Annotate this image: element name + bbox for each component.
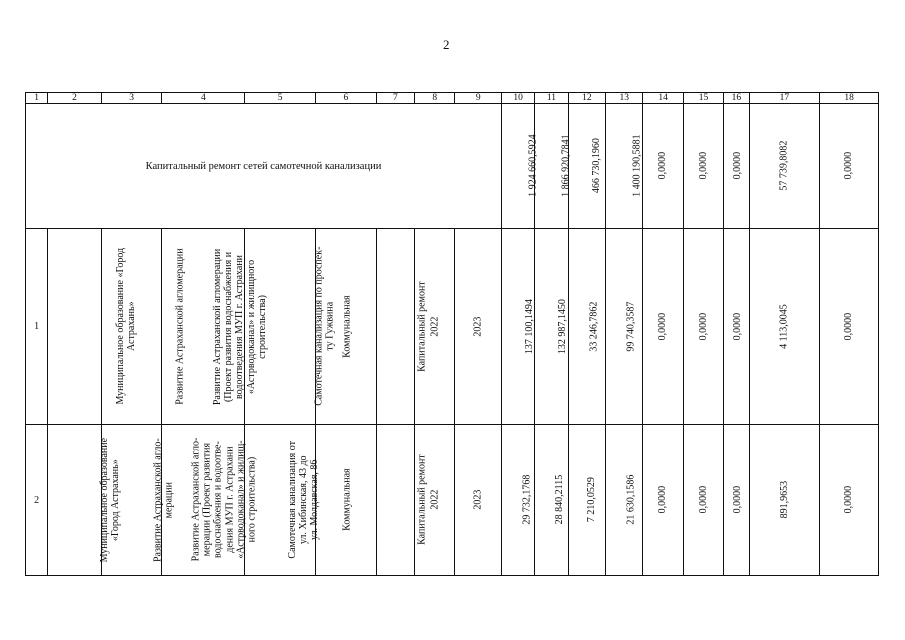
summary-row <box>26 104 879 229</box>
value-text: 7 210,0529 <box>585 477 597 523</box>
row-number-text: 2 <box>34 494 40 506</box>
col-number: 3 <box>101 93 162 104</box>
value-cell <box>568 425 605 576</box>
col-number: 18 <box>820 93 879 104</box>
col-number: 14 <box>643 93 683 104</box>
table-row <box>26 229 879 425</box>
value-cell <box>501 425 534 576</box>
col-number: 9 <box>455 93 501 104</box>
object-text: Самотечная канализация по проспек- ту Гужвина <box>313 246 336 407</box>
value-cell <box>535 425 568 576</box>
value-cell <box>606 229 643 425</box>
type-text: Коммунальная <box>341 468 353 532</box>
value-cell <box>501 229 534 425</box>
value-text: 33 246,7862 <box>588 301 600 352</box>
value-text: 891,9653 <box>778 481 790 519</box>
value-text: 0,0000 <box>732 152 744 180</box>
value-cell <box>568 229 605 425</box>
municipality-text: Муниципальное образование «Город Астрахань» <box>99 437 122 563</box>
value-cell <box>683 104 723 229</box>
value-text: 0,0000 <box>732 312 744 341</box>
col-number: 12 <box>568 93 605 104</box>
value-text: 29 732,1768 <box>521 475 533 525</box>
value-text: 0,0000 <box>697 312 709 341</box>
year-start-text: 2022 <box>429 316 441 337</box>
year-end-text: 2023 <box>472 316 484 337</box>
value-text: 99 740,3587 <box>625 301 637 352</box>
value-text: 28 840,2115 <box>554 475 566 525</box>
value-text: 0,0000 <box>657 486 669 514</box>
value-cell <box>724 425 749 576</box>
value-text: 0,0000 <box>657 152 669 180</box>
value-text: 0,0000 <box>843 312 855 341</box>
col-number: 15 <box>683 93 723 104</box>
col-number: 1 <box>26 93 48 104</box>
value-cell <box>535 104 572 229</box>
col-number: 5 <box>245 93 316 104</box>
value-cell <box>683 425 723 576</box>
value-cell <box>606 425 643 576</box>
object-text: Самотечная канализация от ул. Хибинская, 43 до ул. Молдавская, 86 <box>287 441 321 559</box>
value-cell <box>749 425 820 576</box>
municipality-cell <box>48 425 122 576</box>
value-cell <box>643 229 683 425</box>
value-cell <box>568 104 605 229</box>
value-text: 0,0000 <box>843 152 855 180</box>
year-end-cell <box>455 425 501 576</box>
year-start-text: 2022 <box>429 490 441 510</box>
work-text: Капитальный ремонт <box>416 281 428 372</box>
year-end-cell <box>455 229 501 425</box>
value-cell <box>724 229 749 425</box>
value-text: 57 739,8082 <box>778 141 790 191</box>
value-text: 0,0000 <box>843 486 855 514</box>
capital-repair-table <box>25 92 879 576</box>
work-text: Капитальный ремонт <box>416 454 428 546</box>
work-cell <box>376 229 428 425</box>
col-number: 17 <box>749 93 820 104</box>
value-text: 1 400 190,5881 <box>631 134 643 198</box>
row-number <box>26 229 48 425</box>
project-text: Развитие Астраханской агломерации (Проект развития водоснабжения и водоотведения МУП г. Астрахани «Астрводоканал» и жилищного строительства) <box>212 248 269 405</box>
value-text: 0,0000 <box>697 152 709 180</box>
value-cell <box>535 229 568 425</box>
value-cell <box>749 229 820 425</box>
col-number: 10 <box>501 93 534 104</box>
summary-label: Капитальный ремонт сетей самотечной канализации <box>145 160 382 172</box>
value-cell <box>606 104 643 229</box>
program-text: Развитие Астраханской агло- мерации <box>152 438 175 562</box>
value-cell <box>820 104 879 229</box>
col-number: 8 <box>415 93 455 104</box>
type-text: Коммунальная <box>341 295 353 358</box>
municipality-cell <box>48 229 138 425</box>
col-number: 2 <box>48 93 102 104</box>
value-cell <box>643 104 683 229</box>
col-number: 13 <box>606 93 643 104</box>
page-number: 2 <box>443 37 450 52</box>
value-text: 21 630,1586 <box>625 475 637 525</box>
col-number: 6 <box>316 93 377 104</box>
value-text: 132 987,1450 <box>557 299 569 354</box>
value-cell <box>724 104 749 229</box>
year-end-text: 2023 <box>472 490 484 510</box>
col-number: 4 <box>162 93 245 104</box>
table-row <box>26 425 879 576</box>
value-cell <box>820 425 879 576</box>
value-text: 0,0000 <box>697 486 709 514</box>
value-text: 0,0000 <box>732 486 744 514</box>
project-text: Развитие Астраханской агло- мерации (Проект развития водоснабжения и водоотве- дения МУП г. Астрахани «Астрводоканал» и жилищ- ного строительства) <box>190 438 258 562</box>
row-number-text: 1 <box>34 321 40 332</box>
value-text: 137 100,1494 <box>523 299 535 354</box>
value-text: 1 924 660,5924 <box>527 134 539 198</box>
value-text: 0,0000 <box>657 312 669 341</box>
col-number: 7 <box>376 93 414 104</box>
value-text: 1 866 920,7841 <box>560 134 572 198</box>
summary-label-cell <box>26 104 502 229</box>
value-text: 466 730,1960 <box>590 138 602 194</box>
type-cell <box>316 425 377 576</box>
col-number: 11 <box>535 93 568 104</box>
value-cell <box>749 104 820 229</box>
value-cell <box>820 229 879 425</box>
row-number <box>26 425 48 576</box>
work-cell <box>376 425 428 576</box>
col-number: 16 <box>724 93 749 104</box>
value-cell <box>643 425 683 576</box>
municipality-text: Муниципальное образование «Город Астрахань» <box>115 248 138 405</box>
program-text: Развитие Астраханской агломерации <box>174 248 186 405</box>
value-cell <box>683 229 723 425</box>
value-cell <box>501 104 539 229</box>
value-text: 4 113,0045 <box>778 304 790 349</box>
column-number-header <box>26 93 879 104</box>
